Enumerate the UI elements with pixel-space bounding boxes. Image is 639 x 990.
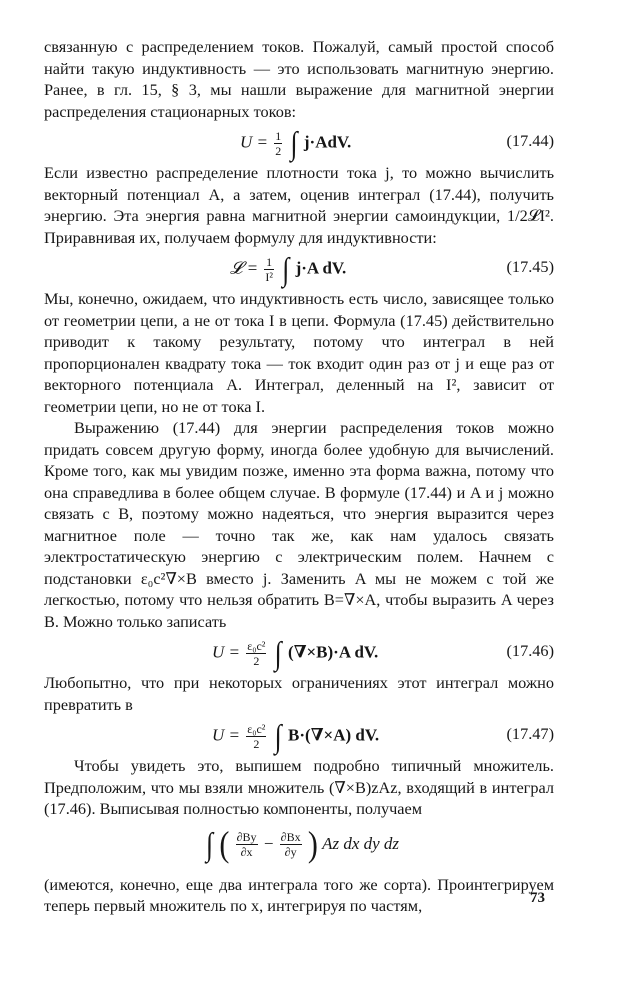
partial-fraction-2: $\frac{\partial Bx}{\partial y}$ [280, 830, 301, 859]
equation-number: (17.44) [506, 131, 554, 150]
eq45-fraction: $\frac{1}{\text{I²}}$ [265, 255, 273, 284]
integral-sign: ∫ [206, 825, 214, 862]
equation-number: (17.47) [506, 724, 554, 743]
integral-sign: ∫ [290, 124, 298, 161]
equation-17-44-expression [240, 124, 352, 161]
paragraph-5: Любопытно, что при некоторых ограничениях этот интеграл можно превратить в [44, 673, 554, 714]
paragraph-3: Мы, конечно, ожидаем, что индуктивность есть число, зависящее только от геометрии цепи, а не от тока I в цепи. Формула (17.45) действительно приводит к такому результату, потому что интеграл в ней пропорционален квадрату тока — ток входит один раз от j и еще раз от векторного потенциала A. Интеграл, деленный на I², зависит от геометрии цепи, но не от тока I. [44, 289, 554, 416]
paragraph-7: (имеются, конечно, еще два интеграла того же сорта). Проинтегрируем теперь первый множитель по x, интегрируя по частям, [44, 874, 554, 915]
equation-17-45 [44, 248, 554, 288]
paragraph-2: Если известно распределение плотности тока j, то можно вычислить векторный потенциал A, а затем, оценив интеграл (17.44), получить энергию. Эта энергия равна магнитной энергии самоиндукции, 1/2𝓛I². Приравнивая их, получаем формулу для индуктивности: [44, 163, 554, 247]
equation-unnumbered-expression [204, 824, 400, 864]
partial-fraction-1: $\frac{\partial By}{\partial x}$ [236, 830, 257, 859]
integral-sign: ∫ [274, 717, 282, 754]
eq44-fraction: $\frac{1}{2}$ [275, 129, 282, 158]
eq45-integrand: j·A dV. [295, 258, 347, 278]
left-paren: ( [219, 824, 230, 864]
page-body [44, 36, 554, 917]
eq44-lhs: U = [240, 132, 268, 152]
paragraph-4: Выражению (17.44) для энергии распределения токов можно придать совсем другую форму, иногда более удобную для вычислений. Кроме того, как мы увидим позже, именно эта форма важна, потому что она справедлива в более общем случае. В формуле (17.44) и A и j можно связать с B, поэтому можно надеяться, что энергия выразится через магнитное поле — точно так же, как нам удалось связать электростатическую энергию с электрическим полем. Начнем с подстановки ε₀c²∇×B вместо j. Заменить A мы не можем с той же легкостью, потому что нельзя обратить B=∇×A, чтобы выразить A через B. Можно только записать [44, 418, 554, 631]
equation-17-46 [44, 632, 554, 672]
equation-17-45-expression [230, 250, 347, 287]
eq45-lhs: 𝓛 = [230, 258, 259, 278]
paragraph-1: связанную с распределением токов. Пожалуй, самый простой способ найти такую индуктивность — это использовать магнитную энергию. Ранее, в гл. 15, § 3, мы нашли выражение для магнитной энергии распределения стационарных токов: [44, 37, 554, 121]
integral-sign: ∫ [282, 250, 290, 287]
integral-sign: ∫ [274, 634, 282, 671]
eq-unnumbered-tail: Az dx dy dz [322, 833, 400, 853]
equation-17-47 [44, 715, 554, 755]
page-number: 73 [530, 890, 545, 906]
eq47-fraction: $\frac{\text{ε₀c²}}{2}$ [247, 722, 266, 751]
equation-17-47-expression [212, 717, 380, 754]
equation-17-44 [44, 122, 554, 162]
equation-unnumbered [44, 820, 554, 874]
right-paren: ) [307, 824, 318, 864]
paragraph-6: Чтобы увидеть это, выпишем подробно типичный множитель. Предположим, что мы взяли множитель (∇×B)zAz, входящий в интеграл (17.46). Выписывая полностью компоненты, получаем [44, 756, 554, 818]
eq46-fraction: $\frac{\text{ε₀c²}}{2}$ [247, 639, 266, 668]
eq47-integrand: B·(∇×A) dV. [288, 725, 380, 745]
eq46-integrand: (∇×B)·A dV. [288, 642, 379, 662]
minus-sign: − [263, 833, 274, 853]
eq44-integrand: j·AdV. [303, 132, 352, 152]
equation-number: (17.45) [506, 257, 554, 276]
equation-17-46-expression [212, 634, 379, 671]
equation-number: (17.46) [506, 641, 554, 660]
eq46-lhs: U = [212, 642, 240, 662]
eq47-lhs: U = [212, 725, 240, 745]
